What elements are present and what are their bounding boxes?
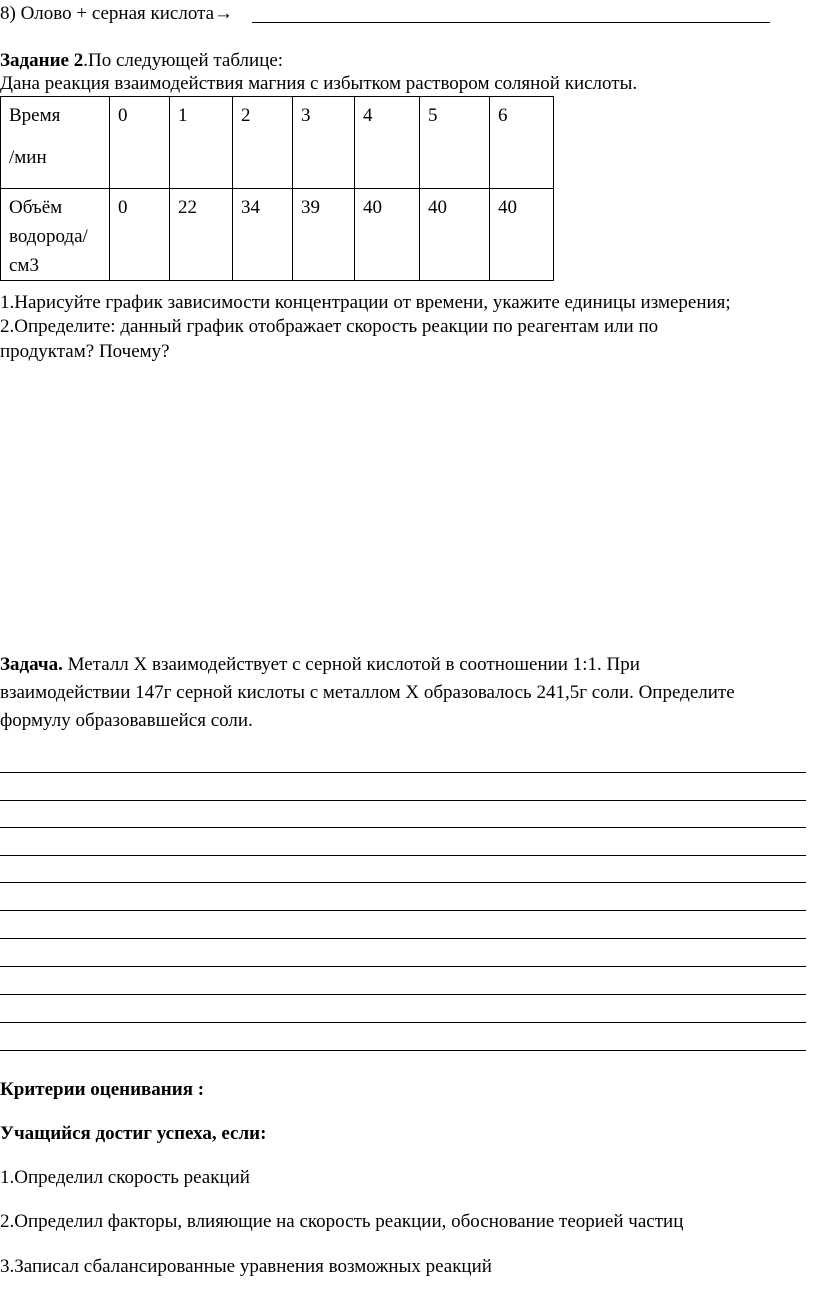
problem-line-2: взаимодействии 147г серной кислоты с металлом Х образовалось 241,5г соли. Определите	[0, 682, 735, 703]
problem-line-1	[0, 655, 640, 674]
table-cell: 34	[233, 189, 293, 281]
table-cell: 40	[420, 189, 490, 281]
criteria-subtitle: Учащийся достиг успеха, если:	[0, 1123, 267, 1144]
table-cell: 40	[355, 189, 420, 281]
answer-line	[0, 1050, 806, 1051]
table-header-cell-time	[1, 97, 110, 189]
table-header-cell-volume	[1, 189, 110, 281]
answer-line	[0, 1022, 806, 1023]
task2-title: Задание 2	[0, 50, 84, 71]
question-1: 1.Нарисуйте график зависимости концентрации от времени, укажите единицы измерения;	[0, 292, 731, 313]
table-cell: 39	[293, 189, 355, 281]
reaction-data-table	[0, 96, 554, 281]
table-cell: 1	[170, 97, 233, 189]
question-2-line-2: продуктам? Почему?	[0, 341, 170, 362]
table-cell: 22	[170, 189, 233, 281]
table-cell: 5	[420, 97, 490, 189]
problem-text-1: Металл Х взаимодействует с серной кислотой в соотношении 1:1. При	[62, 654, 640, 675]
table-row-time	[1, 97, 554, 189]
table-cell: 0	[110, 97, 170, 189]
time-label: Время	[9, 105, 61, 126]
table-cell: 2	[233, 97, 293, 189]
problem-label: Задача.	[0, 654, 63, 675]
volume-unit: см3	[9, 255, 39, 276]
answer-line	[0, 938, 806, 939]
table-cell: 4	[355, 97, 420, 189]
task2-heading	[0, 51, 283, 70]
question-2-line-1: 2.Определите: данный график отображает скорость реакции по реагентам или по	[0, 316, 659, 337]
table-cell: 3	[293, 97, 355, 189]
answer-line	[0, 827, 806, 828]
answer-line	[0, 966, 806, 967]
problem-line-3: формулу образовавшейся соли.	[0, 710, 253, 731]
answer-line	[0, 800, 806, 801]
task2-title-tail: .По следующей таблице:	[83, 50, 284, 71]
answer-line	[0, 772, 806, 773]
answer-underline	[252, 22, 770, 23]
table-cell: 0	[110, 189, 170, 281]
table-row-volume	[1, 189, 554, 281]
table-cell: 40	[490, 189, 554, 281]
criteria-item: 1.Определил скорость реакций	[0, 1167, 250, 1188]
task2-description: Дана реакция взаимодействия магния с избытком раствором соляной кислоты.	[0, 73, 638, 94]
answer-line	[0, 910, 806, 911]
answer-line	[0, 882, 806, 883]
answer-line	[0, 855, 806, 856]
equation-text: 8) Олово + серная кислота→	[0, 3, 234, 24]
criteria-item: 3.Записал сбалансированные уравнения возможных реакций	[0, 1256, 492, 1277]
volume-label: Объём	[9, 197, 63, 218]
criteria-item: 2.Определил факторы, влияющие на скорость реакции, обоснование теорией частиц	[0, 1211, 684, 1232]
criteria-title: Критерии оценивания :	[0, 1079, 205, 1100]
volume-label-2: водорода/	[9, 226, 88, 247]
time-unit: /мин	[9, 147, 47, 168]
answer-line	[0, 994, 806, 995]
table-cell: 6	[490, 97, 554, 189]
equation-line-8	[0, 4, 233, 23]
